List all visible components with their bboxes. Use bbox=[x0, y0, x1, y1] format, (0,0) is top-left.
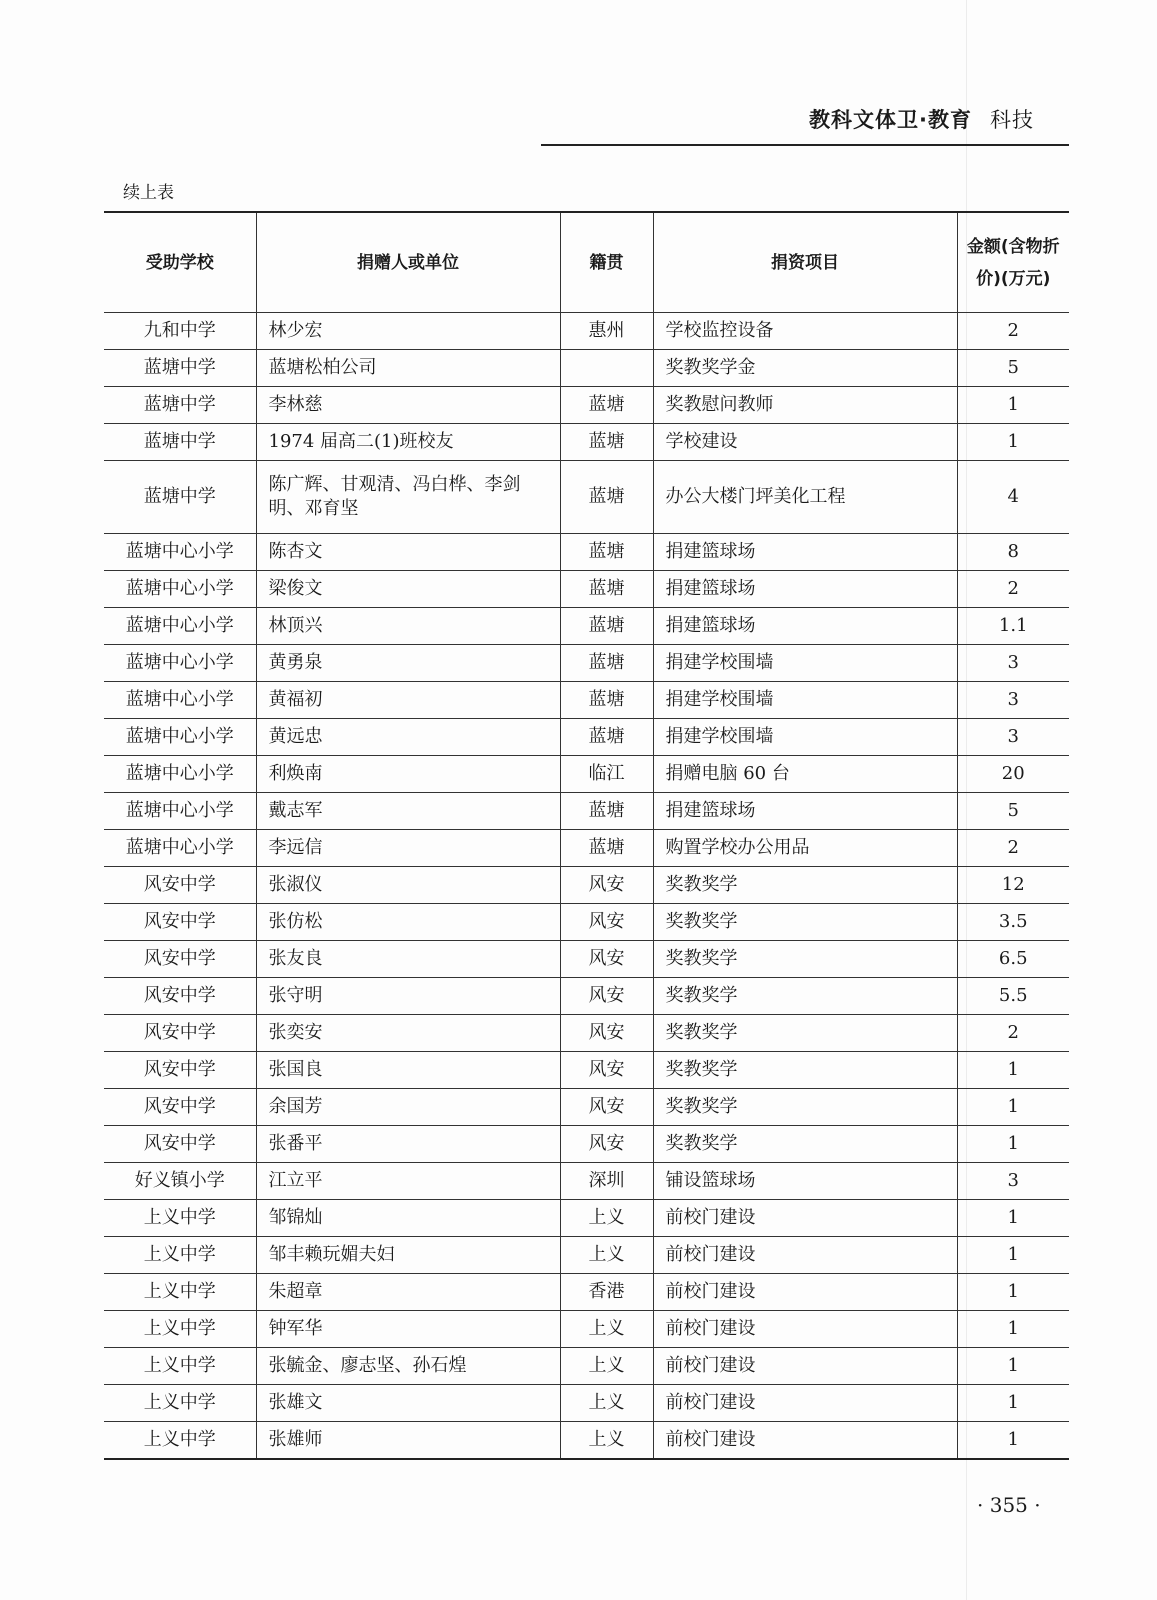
cell-donor: 余国芳 bbox=[256, 1089, 560, 1126]
cell-donor: 邹丰赖玩媚夫妇 bbox=[256, 1237, 560, 1274]
cell-project: 前校门建设 bbox=[653, 1200, 957, 1237]
cell-project: 奖教奖学 bbox=[653, 1089, 957, 1126]
table-row bbox=[104, 1163, 1069, 1200]
cell-origin: 蓝塘 bbox=[560, 645, 653, 682]
cell-amount: 4 bbox=[957, 461, 1069, 534]
cell-origin: 风安 bbox=[560, 1089, 653, 1126]
table-row bbox=[104, 1311, 1069, 1348]
cell-project: 捐建学校围墙 bbox=[653, 682, 957, 719]
cell-school: 蓝塘中学 bbox=[104, 387, 256, 424]
cell-origin: 风安 bbox=[560, 1126, 653, 1163]
cell-origin: 蓝塘 bbox=[560, 830, 653, 867]
cell-amount: 3.5 bbox=[957, 904, 1069, 941]
cell-amount: 12 bbox=[957, 867, 1069, 904]
cell-origin: 惠州 bbox=[560, 313, 653, 350]
cell-origin: 上义 bbox=[560, 1311, 653, 1348]
cell-school: 上义中学 bbox=[104, 1237, 256, 1274]
cell-donor: 张雄文 bbox=[256, 1385, 560, 1422]
cell-origin: 风安 bbox=[560, 941, 653, 978]
cell-donor: 戴志军 bbox=[256, 793, 560, 830]
cell-project: 捐建篮球场 bbox=[653, 534, 957, 571]
cell-amount: 20 bbox=[957, 756, 1069, 793]
cell-donor: 张奕安 bbox=[256, 1015, 560, 1052]
cell-amount: 1 bbox=[957, 1089, 1069, 1126]
cell-origin: 风安 bbox=[560, 978, 653, 1015]
cell-school: 风安中学 bbox=[104, 1126, 256, 1163]
cell-school: 蓝塘中心小学 bbox=[104, 534, 256, 571]
cell-donor: 黄远忠 bbox=[256, 719, 560, 756]
cell-origin: 香港 bbox=[560, 1274, 653, 1311]
cell-school: 上义中学 bbox=[104, 1200, 256, 1237]
cell-project: 奖教慰问教师 bbox=[653, 387, 957, 424]
cell-project: 奖教奖学 bbox=[653, 978, 957, 1015]
table-row bbox=[104, 387, 1069, 424]
cell-school: 风安中学 bbox=[104, 1089, 256, 1126]
cell-amount: 1 bbox=[957, 1200, 1069, 1237]
cell-donor: 张番平 bbox=[256, 1126, 560, 1163]
cell-origin: 蓝塘 bbox=[560, 608, 653, 645]
cell-amount: 2 bbox=[957, 313, 1069, 350]
cell-origin: 深圳 bbox=[560, 1163, 653, 1200]
cell-school: 蓝塘中心小学 bbox=[104, 608, 256, 645]
table-row bbox=[104, 1422, 1069, 1460]
donation-table bbox=[104, 211, 1069, 1460]
cell-school: 蓝塘中心小学 bbox=[104, 682, 256, 719]
cell-origin: 上义 bbox=[560, 1385, 653, 1422]
cell-donor: 林少宏 bbox=[256, 313, 560, 350]
table-row bbox=[104, 978, 1069, 1015]
table-row bbox=[104, 1348, 1069, 1385]
header-school: 受助学校 bbox=[104, 212, 256, 313]
cell-project: 铺设篮球场 bbox=[653, 1163, 957, 1200]
cell-donor: 张毓金、廖志坚、孙石煌 bbox=[256, 1348, 560, 1385]
cell-amount: 1 bbox=[957, 1052, 1069, 1089]
cell-school: 风安中学 bbox=[104, 867, 256, 904]
cell-donor: 邹锦灿 bbox=[256, 1200, 560, 1237]
cell-project: 捐建篮球场 bbox=[653, 571, 957, 608]
continued-label: 续上表 bbox=[123, 183, 174, 203]
cell-project: 奖教奖学 bbox=[653, 1015, 957, 1052]
cell-origin: 上义 bbox=[560, 1422, 653, 1460]
table-body bbox=[104, 313, 1069, 1460]
cell-amount: 2 bbox=[957, 830, 1069, 867]
cell-amount: 1 bbox=[957, 424, 1069, 461]
cell-amount: 1 bbox=[957, 1385, 1069, 1422]
table-row bbox=[104, 1089, 1069, 1126]
cell-origin: 临江 bbox=[560, 756, 653, 793]
cell-donor: 张守明 bbox=[256, 978, 560, 1015]
cell-amount: 1.1 bbox=[957, 608, 1069, 645]
cell-origin: 蓝塘 bbox=[560, 719, 653, 756]
cell-donor: 黄勇泉 bbox=[256, 645, 560, 682]
cell-school: 风安中学 bbox=[104, 904, 256, 941]
table-row bbox=[104, 1385, 1069, 1422]
cell-school: 蓝塘中心小学 bbox=[104, 793, 256, 830]
cell-project: 奖教奖学 bbox=[653, 904, 957, 941]
cell-donor: 张仿松 bbox=[256, 904, 560, 941]
cell-school: 蓝塘中心小学 bbox=[104, 571, 256, 608]
cell-project: 购置学校办公用品 bbox=[653, 830, 957, 867]
cell-school: 风安中学 bbox=[104, 941, 256, 978]
cell-project: 捐建篮球场 bbox=[653, 793, 957, 830]
cell-origin bbox=[560, 350, 653, 387]
cell-school: 风安中学 bbox=[104, 1052, 256, 1089]
cell-project: 前校门建设 bbox=[653, 1348, 957, 1385]
page-number: · 355 · bbox=[977, 1493, 1041, 1517]
cell-donor: 蓝塘松柏公司 bbox=[256, 350, 560, 387]
cell-school: 风安中学 bbox=[104, 1015, 256, 1052]
cell-school: 上义中学 bbox=[104, 1385, 256, 1422]
table-row bbox=[104, 1126, 1069, 1163]
cell-origin: 风安 bbox=[560, 904, 653, 941]
cell-origin: 蓝塘 bbox=[560, 534, 653, 571]
cell-project: 前校门建设 bbox=[653, 1311, 957, 1348]
cell-donor: 江立平 bbox=[256, 1163, 560, 1200]
cell-project: 奖教奖学金 bbox=[653, 350, 957, 387]
cell-school: 九和中学 bbox=[104, 313, 256, 350]
cell-project: 捐建篮球场 bbox=[653, 608, 957, 645]
cell-project: 奖教奖学 bbox=[653, 941, 957, 978]
cell-amount: 1 bbox=[957, 1348, 1069, 1385]
cell-amount: 5 bbox=[957, 350, 1069, 387]
table-row bbox=[104, 719, 1069, 756]
cell-amount: 3 bbox=[957, 719, 1069, 756]
cell-donor: 张国良 bbox=[256, 1052, 560, 1089]
table-row bbox=[104, 793, 1069, 830]
cell-project: 前校门建设 bbox=[653, 1237, 957, 1274]
cell-donor: 黄福初 bbox=[256, 682, 560, 719]
table-row bbox=[104, 1237, 1069, 1274]
table-row bbox=[104, 534, 1069, 571]
cell-project: 捐建学校围墙 bbox=[653, 719, 957, 756]
cell-origin: 上义 bbox=[560, 1200, 653, 1237]
table-header-row bbox=[104, 212, 1069, 313]
table-row bbox=[104, 1052, 1069, 1089]
table-row bbox=[104, 350, 1069, 387]
table-row bbox=[104, 461, 1069, 534]
cell-donor: 朱超章 bbox=[256, 1274, 560, 1311]
cell-origin: 蓝塘 bbox=[560, 571, 653, 608]
cell-donor: 陈杏文 bbox=[256, 534, 560, 571]
table-row bbox=[104, 904, 1069, 941]
table-row bbox=[104, 645, 1069, 682]
cell-origin: 上义 bbox=[560, 1348, 653, 1385]
cell-school: 上义中学 bbox=[104, 1274, 256, 1311]
cell-project: 前校门建设 bbox=[653, 1385, 957, 1422]
cell-donor: 张友良 bbox=[256, 941, 560, 978]
cell-amount: 1 bbox=[957, 1237, 1069, 1274]
table-row bbox=[104, 756, 1069, 793]
cell-donor: 张雄师 bbox=[256, 1422, 560, 1460]
cell-project: 学校建设 bbox=[653, 424, 957, 461]
cell-amount: 6.5 bbox=[957, 941, 1069, 978]
cell-amount: 1 bbox=[957, 1422, 1069, 1460]
header-section: 科技 bbox=[990, 108, 1034, 132]
table-row bbox=[104, 608, 1069, 645]
table-row bbox=[104, 1200, 1069, 1237]
header-rule bbox=[541, 144, 1069, 146]
cell-project: 捐建学校围墙 bbox=[653, 645, 957, 682]
cell-amount: 1 bbox=[957, 387, 1069, 424]
cell-amount: 2 bbox=[957, 1015, 1069, 1052]
cell-origin: 上义 bbox=[560, 1237, 653, 1274]
cell-amount: 1 bbox=[957, 1126, 1069, 1163]
cell-project: 奖教奖学 bbox=[653, 1052, 957, 1089]
table-row bbox=[104, 313, 1069, 350]
cell-donor: 梁俊文 bbox=[256, 571, 560, 608]
cell-amount: 3 bbox=[957, 682, 1069, 719]
cell-origin: 风安 bbox=[560, 1015, 653, 1052]
cell-project: 前校门建设 bbox=[653, 1274, 957, 1311]
cell-origin: 风安 bbox=[560, 867, 653, 904]
cell-school: 上义中学 bbox=[104, 1311, 256, 1348]
cell-school: 风安中学 bbox=[104, 978, 256, 1015]
running-header bbox=[809, 104, 1034, 134]
cell-project: 捐赠电脑 60 台 bbox=[653, 756, 957, 793]
cell-origin: 蓝塘 bbox=[560, 793, 653, 830]
cell-project: 学校监控设备 bbox=[653, 313, 957, 350]
cell-school: 蓝塘中心小学 bbox=[104, 719, 256, 756]
cell-amount: 2 bbox=[957, 571, 1069, 608]
cell-school: 蓝塘中心小学 bbox=[104, 756, 256, 793]
table-row bbox=[104, 424, 1069, 461]
cell-school: 蓝塘中学 bbox=[104, 461, 256, 534]
header-category: 教科文体卫·教育 bbox=[809, 108, 972, 132]
cell-donor: 钟军华 bbox=[256, 1311, 560, 1348]
cell-amount: 5 bbox=[957, 793, 1069, 830]
cell-origin: 蓝塘 bbox=[560, 424, 653, 461]
cell-donor: 利焕南 bbox=[256, 756, 560, 793]
cell-project: 奖教奖学 bbox=[653, 1126, 957, 1163]
cell-amount: 1 bbox=[957, 1274, 1069, 1311]
cell-donor: 陈广辉、甘观清、冯白桦、李剑明、邓育坚 bbox=[256, 461, 560, 534]
table-row bbox=[104, 941, 1069, 978]
cell-donor: 张淑仪 bbox=[256, 867, 560, 904]
table-row bbox=[104, 682, 1069, 719]
cell-origin: 蓝塘 bbox=[560, 461, 653, 534]
table-row bbox=[104, 1015, 1069, 1052]
cell-school: 上义中学 bbox=[104, 1348, 256, 1385]
cell-school: 上义中学 bbox=[104, 1422, 256, 1460]
cell-origin: 风安 bbox=[560, 1052, 653, 1089]
cell-origin: 蓝塘 bbox=[560, 682, 653, 719]
header-origin: 籍贯 bbox=[560, 212, 653, 313]
cell-donor: 林顶兴 bbox=[256, 608, 560, 645]
cell-project: 前校门建设 bbox=[653, 1422, 957, 1460]
header-amount: 金额(含物折价)(万元) bbox=[957, 212, 1069, 313]
cell-school: 好义镇小学 bbox=[104, 1163, 256, 1200]
header-donor: 捐赠人或单位 bbox=[256, 212, 560, 313]
cell-amount: 8 bbox=[957, 534, 1069, 571]
table-row bbox=[104, 571, 1069, 608]
table-row bbox=[104, 830, 1069, 867]
cell-donor: 李林慈 bbox=[256, 387, 560, 424]
cell-amount: 1 bbox=[957, 1311, 1069, 1348]
cell-donor: 1974 届高二(1)班校友 bbox=[256, 424, 560, 461]
cell-school: 蓝塘中心小学 bbox=[104, 645, 256, 682]
table-row bbox=[104, 1274, 1069, 1311]
cell-amount: 3 bbox=[957, 1163, 1069, 1200]
cell-project: 奖教奖学 bbox=[653, 867, 957, 904]
cell-donor: 李远信 bbox=[256, 830, 560, 867]
cell-school: 蓝塘中学 bbox=[104, 350, 256, 387]
cell-school: 蓝塘中学 bbox=[104, 424, 256, 461]
cell-amount: 5.5 bbox=[957, 978, 1069, 1015]
table-row bbox=[104, 867, 1069, 904]
cell-project: 办公大楼门坪美化工程 bbox=[653, 461, 957, 534]
cell-amount: 3 bbox=[957, 645, 1069, 682]
cell-origin: 蓝塘 bbox=[560, 387, 653, 424]
header-project: 捐资项目 bbox=[653, 212, 957, 313]
cell-school: 蓝塘中心小学 bbox=[104, 830, 256, 867]
